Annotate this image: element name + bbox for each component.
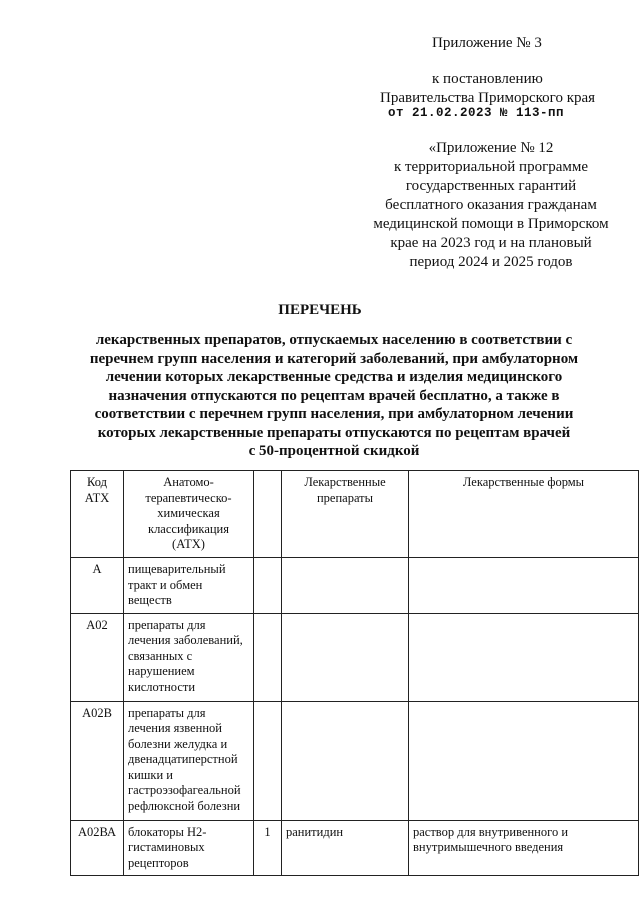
cell-code: А02ВА — [71, 820, 124, 876]
appendix-number: Приложение № 3 — [432, 35, 542, 51]
cell-form — [409, 558, 639, 614]
header-line: Анатомо- — [163, 475, 214, 489]
header-line: Код — [87, 475, 107, 489]
header-line: АТХ — [84, 490, 110, 505]
cell-form — [409, 701, 639, 820]
cell-number — [254, 613, 282, 701]
cell-number — [254, 558, 282, 614]
cell-line: кислотности — [128, 679, 196, 694]
subtitle-line: которых лекарственные препараты отпускаются по рецептам врачей — [97, 424, 571, 441]
cell-line: ранитидин — [286, 824, 344, 839]
cell-drug — [282, 613, 409, 701]
appendix-line: бесплатного оказания гражданам — [385, 197, 597, 213]
government-name: Правительства Приморского края — [380, 90, 596, 106]
header-line: Лекарственные формы — [462, 475, 585, 489]
header-line: Лекарственные — [304, 475, 386, 489]
cell-line: раствор для внутривенного и — [413, 824, 569, 839]
document-title: ПЕРЕЧЕНЬ — [278, 302, 362, 318]
table-row — [71, 820, 639, 876]
subtitle-line: назначения отпускаются по рецептам врачей бесплатно, а также в — [108, 387, 560, 404]
cell-line: кишки и — [128, 767, 173, 782]
cell-line: препараты для — [128, 705, 206, 720]
cell-drug — [282, 558, 409, 614]
header-forms — [409, 471, 639, 558]
header-line: химическая — [157, 506, 220, 520]
table-row — [71, 613, 639, 701]
appendix-line: «Приложение № 12 — [428, 140, 554, 156]
subtitle-line: лекарственных препаратов, отпускаемых населению в соответствии с — [95, 332, 573, 348]
appendix-line: крае на 2023 год и на плановый — [390, 235, 592, 251]
cell-line: препараты для — [128, 617, 206, 632]
appendix-line: период 2024 и 2025 годов — [409, 254, 573, 270]
cell-drug — [282, 820, 409, 876]
header-code — [71, 471, 124, 558]
table-row — [71, 558, 639, 614]
subtitle-line: лечении которых лекарственные средства и изделия медицинского — [105, 369, 563, 385]
cell-classification — [124, 701, 254, 820]
appendix-line: государственных гарантий — [405, 178, 577, 194]
header-classification — [124, 471, 254, 558]
cell-line: лечения заболеваний, — [128, 633, 243, 647]
cell-line: лечения язвенной — [128, 721, 222, 735]
cell-line: нарушением — [128, 664, 195, 678]
header-line: терапевтическо- — [145, 490, 232, 505]
cell-line: пищеварительный — [128, 562, 226, 576]
cell-line: болезни желудка и — [128, 736, 228, 751]
appendix-line: к территориальной программе — [393, 159, 589, 175]
cell-form — [409, 613, 639, 701]
subtitle-line: перечнем групп населения и категорий заболеваний, при амбулаторном — [89, 350, 579, 367]
cell-classification — [124, 558, 254, 614]
cell-line: внутримышечного введения — [413, 840, 564, 854]
appendix-line: медицинской помощи в Приморском — [373, 216, 609, 232]
cell-code: А02 — [71, 613, 124, 701]
to-resolution: к постановлению — [432, 71, 543, 87]
drug-list-table — [70, 470, 639, 876]
cell-line: рецепторов — [128, 855, 189, 870]
cell-line: гастроэзофагеальной — [128, 783, 241, 797]
table-header-row — [71, 471, 639, 558]
cell-number — [254, 701, 282, 820]
cell-line: рефлюксной болезни — [128, 798, 241, 813]
resolution-stamp: от 21.02.2023 № 113-пп — [388, 106, 565, 120]
cell-line: гистаминовых — [128, 840, 205, 854]
subtitle-line: с 50-процентной скидкой — [248, 443, 420, 459]
header-line: препараты — [316, 490, 374, 505]
cell-code: А02В — [71, 701, 124, 820]
subtitle-line: соответствии с перечнем групп населения, при амбулаторном лечении — [94, 406, 574, 422]
header-line: классификация — [148, 521, 229, 536]
cell-form — [409, 820, 639, 876]
cell-line: связанных с — [128, 648, 193, 663]
header-line: (АТХ) — [172, 537, 205, 551]
cell-line: блокаторы Н2- — [128, 824, 207, 839]
cell-drug — [282, 701, 409, 820]
cell-number: 1 — [254, 820, 282, 876]
cell-line: двенадцатиперстной — [128, 752, 238, 766]
cell-line: тракт и обмен — [128, 577, 203, 592]
document-subtitle — [60, 331, 608, 461]
table-row — [71, 701, 639, 820]
header-drugs — [282, 471, 409, 558]
cell-line: веществ — [128, 593, 172, 607]
header-number — [254, 471, 282, 558]
cell-classification — [124, 820, 254, 876]
appendix-block — [356, 139, 626, 272]
cell-code: А — [71, 558, 124, 614]
cell-classification — [124, 613, 254, 701]
